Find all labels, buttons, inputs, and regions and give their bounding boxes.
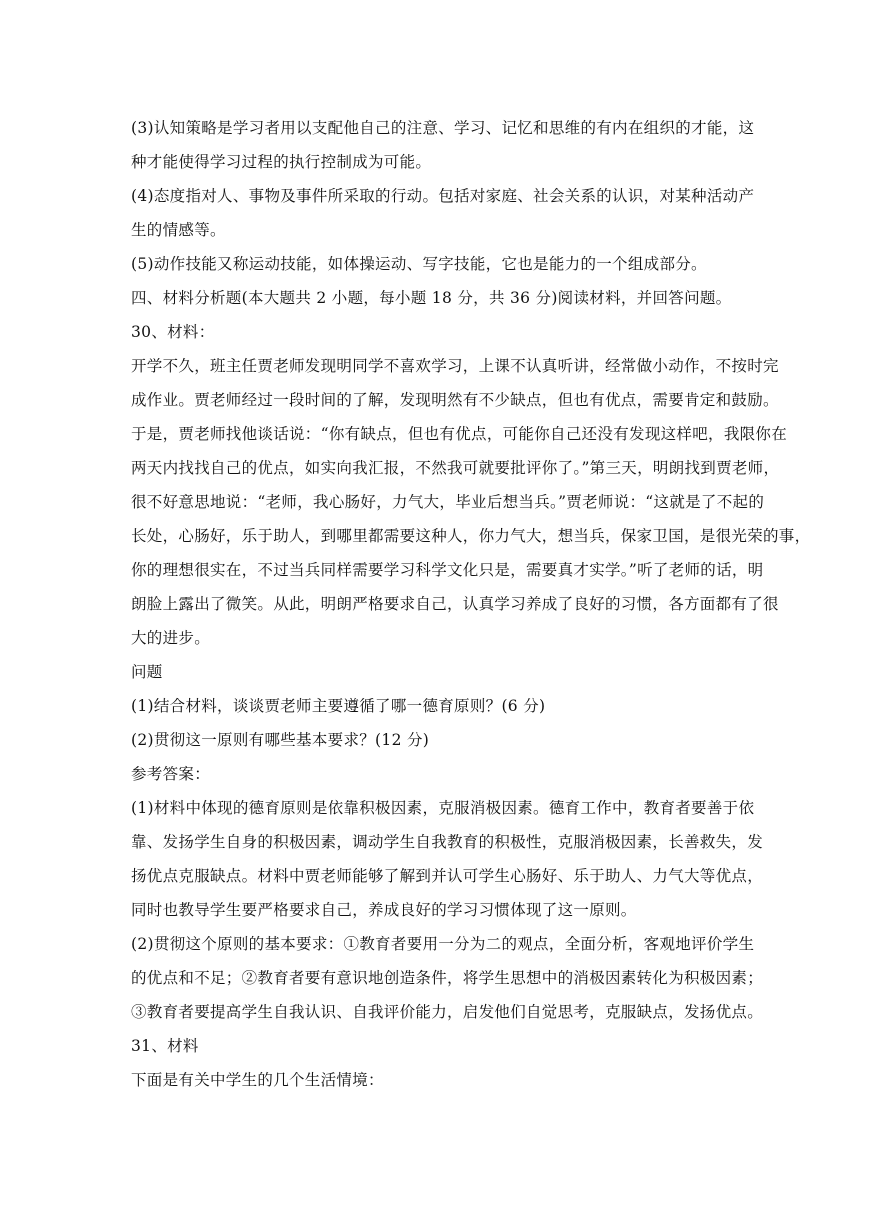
text-line: (2)贯彻这个原则的基本要求：①教育者要用一分为二的观点，全面分析，客观地评价学生 (131, 935, 755, 953)
text-line: ③教育者要提高学生自我认识、自我评价能力，启发他们自觉思考，克服缺点，发扬优点。 (131, 1003, 764, 1021)
text-line: 于是，贾老师找他谈话说：“你有缺点，但也有优点，可能你自己还没有发现这样吧，我限你在 (131, 425, 788, 443)
text-line: (3)认知策略是学习者用以支配他自己的注意、学习、记忆和思维的有内在组织的才能，这 (131, 119, 755, 137)
text-line: 成作业。贾老师经过一段时间的了解，发现明然有不少缺点，但也有优点，需要肯定和鼓励。 (131, 391, 779, 409)
question-heading: 30、材料： (131, 323, 215, 341)
text-line: 的优点和不足；②教育者要有意识地创造条件，将学生思想中的消极因素转化为积极因素； (131, 969, 764, 987)
question-heading: 31、材料 (131, 1037, 199, 1055)
text-line: 两天内找找自己的优点，如实向我汇报，不然我可就要批评你了。”第三天，明朗找到贾老师， (131, 459, 780, 477)
text-line: 大的进步。 (131, 629, 211, 647)
text-line: (5)动作技能又称运动技能，如体操运动、写字技能，它也是能力的一个组成部分。 (131, 255, 707, 273)
text-line: 长处，心肠好，乐于助人，到哪里都需要这种人，你力气大，想当兵，保家卫国，是很光荣的事， (131, 527, 811, 545)
text-line: 朗脸上露出了微笑。从此，明朗严格要求自己，认真学习养成了良好的习惯，各方面都有了很 (131, 595, 779, 613)
question-item: (1)结合材料，谈谈贾老师主要遵循了哪一德育原则？(6 分) (131, 697, 546, 715)
text-line: 靠、发扬学生自身的积极因素，调动学生自我教育的积极性，克服消极因素，长善救失，发 (131, 833, 764, 851)
text-line: 生的情感等。 (131, 221, 226, 239)
text-line: 种才能使得学习过程的执行控制成为可能。 (131, 153, 432, 171)
text-line: 很不好意思地说：“老师，我心肠好，力气大，毕业后想当兵。”贾老师说：“这就是了不起的 (131, 493, 765, 511)
text-line: (1)材料中体现的德育原则是依靠积极因素，克服消极因素。德育工作中，教育者要善于依 (131, 799, 755, 817)
text-line: 同时也教导学生要严格要求自己，养成良好的学习习惯体现了这一原则。 (131, 901, 637, 919)
text-line: 开学不久，班主任贾老师发现明同学不喜欢学习，上课不认真听讲，经常做小动作，不按时完 (131, 357, 779, 375)
text-line: 扬优点克服缺点。材料中贾老师能够了解到并认可学生心肠好、乐于助人、力气大等优点， (131, 867, 764, 885)
document-body (131, 111, 811, 1097)
question-item: (2)贯彻这一原则有哪些基本要求？(12 分) (131, 731, 430, 749)
answer-label: 参考答案： (131, 765, 211, 783)
questions-label: 问题 (131, 663, 163, 681)
text-line: (4)态度指对人、事物及事件所采取的行动。包括对家庭、社会关系的认识，对某种活动产 (131, 187, 755, 205)
text-line: 你的理想很实在，不过当兵同样需要学习科学文化只是，需要真才实学。”听了老师的话，明 (131, 561, 764, 579)
text-line: 下面是有关中学生的几个生活情境： (131, 1071, 384, 1089)
section-heading: 四、材料分析题(本大题共 2 小题，每小题 18 分，共 36 分)阅读材料，并回答问题。 (131, 289, 732, 307)
